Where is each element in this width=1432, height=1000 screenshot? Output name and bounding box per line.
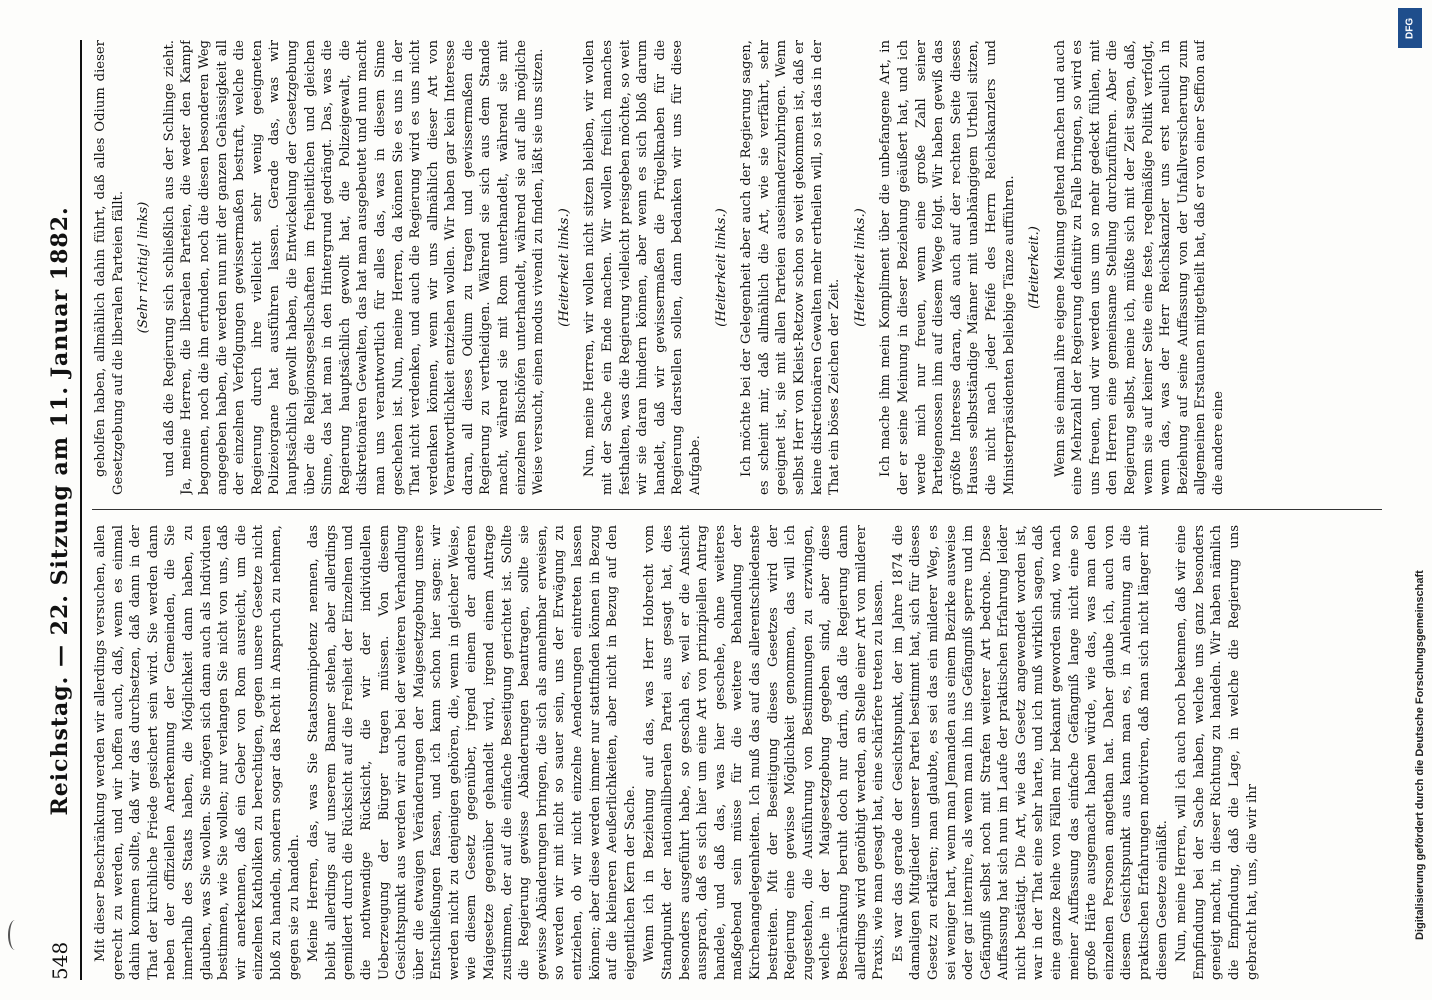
paragraph: und daß die Regierung sich schließlich aus der Schlinge zieht. Ja, meine Herren, die liberalen Parteien, die weder den Kampf begonnen, noch die ihn erfunden, noch die diesen besonderen Weg angegeben haben, die werden nun mit der ganzen Gehässigkeit all der einzelnen Verfolgungen gewissermaßen bestraft, welche die Regierung durch ihre vielleicht sehr wenig geeigneten Polizeiorgane hat ausführen lassen. Gerade das, was wir hauptsächlich gewollt haben, die Entwickelung der Gesetzgebung über die Religionsgesellschaften im freiheitlichen und gleichen Sinne, das hat man in den Hintergrund gedrängt. Das, was die Regierung hauptsächlich gewollt hat, die Polizeigewalt, die diskretionären Gewalten, das hat man ausgebeutet und nun macht man uns verantwortlich für alles das, was in diesem Sinne geschehen ist. Nun, meine Herren, da können Sie es uns in der That nicht verdenken, und auch die Regierung wird es uns nicht verdenken können, wenn wir uns allmählich dieser Art von Verantwortlichkeit entziehen wollen. Wir haben gar kein Interesse daran, all dieses Odium zu tragen und gewissermaßen die Regierung zu vertheidigen. Während sie sich aus dem Stande macht, während sie mit Rom unterhandelt, während sie mit einzelnen Bischöfen unterhandelt, während sie auf alle mögliche Weise versucht, einen modus vivendi zu finden, läßt sie uns sitzen. <box>161 40 547 495</box>
right-column <box>92 40 1382 495</box>
paragraph: (Heiterkeit links.) <box>713 208 729 327</box>
column-divider <box>92 509 1382 510</box>
digitization-credit: Digitalisierung gefördert durch die Deutsche Forschungsgemeinschaft <box>1414 570 1426 940</box>
paragraph: (Sehr richtig! links) <box>136 201 152 334</box>
paragraph: Wenn sie einmal ihre eigene Meinung geltend machen und auch eine Mehrzahl der Regierung definitiv zu Falle bringen, so wird es uns freuen, und wir werden uns um so mehr gedeckt fühlen, mit den Herren eine gemeinsame Stellung durchzuführen. Aber die Regierung selbst, meine ich, müßte sich mit der Zeit sagen, daß, wenn sie auf keiner Seite eine feste, regelmäßige Politik verfolgt, wenn das, was der Herr Reichskanzler uns erst neulich in Beziehung auf seine Auffassung von der Unfallversicherung zum allgemeinen Erstaunen mitgetheilt hat, daß er von einer Seffion auf die andere eine <box>1052 40 1227 495</box>
dfg-logo: DFG <box>1398 8 1422 48</box>
paragraph: geholfen haben, allmählich dahin führt, daß alles Odium dieser Gesetzgebung auf die liberalen Parteien fällt. <box>93 40 126 495</box>
paragraph: (Heiterkeit links.) <box>852 208 868 327</box>
paragraph: Nun, meine Herren, will ich auch noch bekennen, daß wir eine Empfindung bei der Sache haben, welche uns ganz besonders geneigt macht, in dieser Richtung zu handeln. Wir haben nämlich die Empfindung, daß die Lage, in welche die Regierung uns gebracht hat, uns, die wir ihr <box>1174 525 1260 980</box>
page-title: Reichstag. — 22. Sitzung am 11. Januar 1882. <box>47 206 73 816</box>
paragraph: (Heiterkeit links.) <box>556 208 572 327</box>
paragraph: (Heiterkeit.) <box>1027 226 1043 309</box>
paragraph: Nun, meine Herren, wir wollen nicht sitzen bleiben, wir wollen mit der Sache ein Ende machen. Wir wollen freilich manches festhalten, was die Regierung vielleicht preisgeben möchte, so weit wir sie daran hindern können, aber wenn es sich bloß darum handelt, daß wir gewissermaßen die Prügelknaben für die Regierung darstellen sollen, dann bedanken wir uns für diese Aufgabe. <box>582 40 703 495</box>
paragraph: Wenn ich in Beziehung auf das, was Herr Hobrecht vom Standpunkt der nationalliberalen Partei aus gesagt hat, dies besonders ausgeführt habe, so geschah es, weil er die Ansicht aussprach, daß es sich hier um eine Art von prinzipiellen Antrag handele, und daß das, was hier geschehe, ohne weiteres maßgebend sein müsse für die weitere Behandlung der Kirchenangelegenheiten. Ich muß das auf das allerentschiedenste bestreiten. Mit der Beseitigung dieses Gesetzes wird der Regierung eine gewisse Möglichkeit genommen, das will ich zugestehen, die Ausführung von Bestimmungen zu erzwingen, welche in der Maigesetzgebung gegeben sind, aber diese Beschränkung beruht doch nur darin, daß die Regierung dann allerdings wird genöthigt werden, an Stelle einer Art von milderer Praxis, wie man gesagt hat, eine schärfere treten zu lassen. <box>642 525 887 980</box>
page-number: 548 <box>48 941 72 980</box>
paragraph: Ich möchte bei der Gelegenheit aber auch der Regierung sagen, es scheint mir, daß allmählich die Art, wie sie verfährt, sehr geeignet ist, sie mit allen Parteien auseinanderzubringen. Wenn selbst Herr von Kleist-Retzow schon so weit gekommen ist, daß er keine diskretionären Gewalten mehr ertheilen will, so ist das in der That ein böses Zeichen der Zeit. <box>739 40 843 495</box>
paragraph: Es war das gerade der Gesichtspunkt, der im Jahre 1874 die damaligen Mitglieder unserer Partei bestimmt hat, sich für dieses Gesetz zu erklären; man glaubte, es sei das ein milderer Weg, es sei weniger hart, wenn man Jemanden aus einem Bezirke ausweise oder gar internire, als wenn man ihn ins Gefängniß sperre und im Gefängniß selbst noch mit Strafen weiterer Art bedrohe. Diese Auffassung hat sich nun im Laufe der praktischen Erfahrung leider nicht bestätigt. Die Art, wie das Gesetz angewendet worden ist, war in der That eine sehr harte, und ich muß wirklich sagen, daß eine ganze Reihe von Fällen mir bekannt geworden sind, wo nach meiner Auffassung das einfache Gefängniß lange nicht eine so große Härte ausgemacht haben würde, wie das, was man den einzelnen Personen angethan hat. Daher glaube ich, auch von diesem Gesichtspunkt aus kann man es, in Anlehnung an die praktischen Erfahrungen motiviren, daß man sich nicht länger mit diesem Gesetze einläßt. <box>890 525 1170 980</box>
left-column <box>92 525 1382 980</box>
scan-mark <box>8 920 22 950</box>
page-header <box>40 40 82 980</box>
paragraph: Mit dieser Beschränkung werden wir allerdings versuchen, allen gerecht zu werden, und wir hoffen auch, daß, wenn es einmal dahin kommen sollte, daß wir das durchsetzen, daß dann in der That der kirchliche Friede gesichert sein wird. Sie werden dann neben der offiziellen Anerkennung der Gemeinden, die Sie innerhalb des Staats haben, die Möglichkeit dann haben, zu glauben, was Sie wollen. Sie mögen sich dann auch als Individuen bestimmen, wie Sie wollen; nur verlangen Sie nicht von uns, daß wir anerkennen, daß ein Geber von Rom ausreicht, um die einzelnen Katholiken zu berechtigen, gegen unsere Gesetze nicht bloß zu handeln, sondern sogar das Recht in Anspruch zu nehmen, gegen sie zu handeln. <box>93 525 302 980</box>
paragraph: Ich mache ihm mein Kompliment über die unbefangene Art, in der er seine Meinung in dieser Beziehung geäußert hat, und ich werde mich nur freuen, wenn eine große Zahl seiner Parteigenossen ihm auf diesem Wege folgt. Wir haben gewiß das größte Interesse daran, daß auch auf der rechten Seite dieses Hauses selbstständige Männer mit unabhängigem Urtheil sitzen, die nicht nach jeder Pfeife des Herrn Reichskanzlers und Ministerpräsidenten beliebige Tänze aufführen. <box>878 40 1017 495</box>
newspaper-page <box>40 40 1400 980</box>
paragraph: Meine Herren, das, was Sie Staatsomnipotenz nennen, das bleibt allerdings auf unserem Banner stehen, aber allerdings gemildert durch die Rücksicht auf die Freiheit der Einzelnen und die nothwendige Rücksicht, die wir der individuellen Ueberzeugung der Bürger tragen müssen. Von diesem Gesichtspunkt aus werden wir auch bei der weiteren Verhandlung über die etwaigen Veränderungen der Maigesetzgebung unsere Entschließungen fassen, und ich kann schon hier sagen: wir werden nicht zu denjenigen gehören, die, wenn in gleicher Weise, wie diesem Gesetz gegenüber, irgend einem der anderen Maigesetze gegenüber gehandelt wird, irgend einem Antrage zustimmen, der auf die einfache Beseitigung gerichtet ist. Sollte die Regierung gewisse Abänderungen beantragen, sollte sie gewisse Abänderungen bringen, die sich als annehmbar erweisen, so werden wir mit nicht so sauer sein, uns der Erwägung zu entziehen, ob wir nicht einzelne Aenderungen eintreten lassen können; aber diese werden immer nur stattfinden können in Bezug auf die kleineren Aeußerlichkeiten, aber nicht in Bezug auf den eigentlichen Kern der Sache. <box>306 525 638 980</box>
credit-strip <box>1392 20 1426 980</box>
